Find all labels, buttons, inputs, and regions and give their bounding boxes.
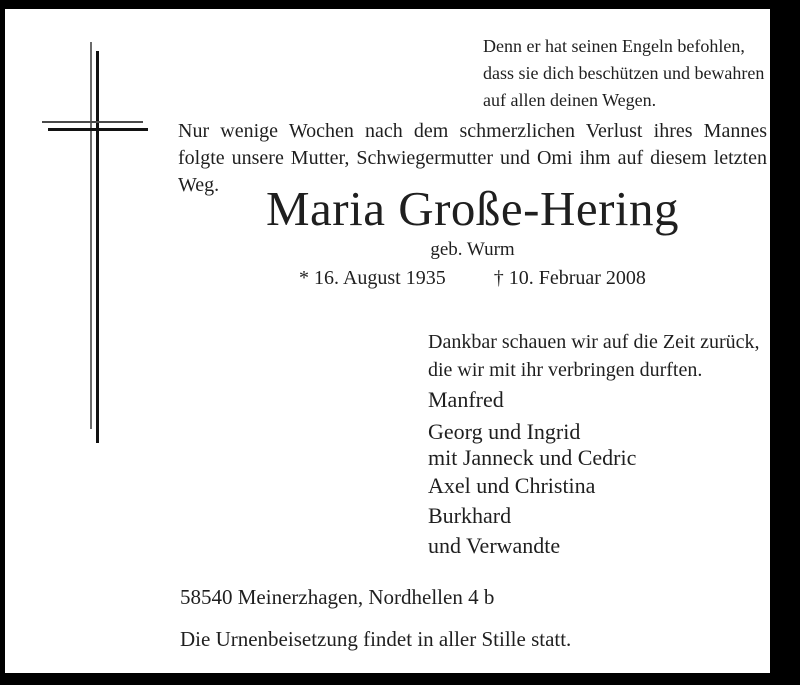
tribute-text (428, 328, 760, 384)
life-dates (178, 267, 767, 289)
deceased-name: Maria Große-Hering (265, 181, 680, 236)
birth-date: * 16. August 1935 (299, 267, 446, 289)
scripture-quote-line: Denn er hat seinen Engeln befohlen, (483, 36, 745, 56)
scripture-quote-line: auf allen deinen Wegen. (483, 90, 657, 110)
cross-vertical-dark-line (96, 51, 99, 443)
mourner-name: Burkhard (428, 503, 512, 528)
mourner-name: Manfred (428, 387, 504, 412)
cross-horizontal-light-line (42, 121, 143, 123)
mourners-list (428, 387, 636, 559)
tribute-text-line: Dankbar schauen wir auf die Zeit zurück, (428, 331, 760, 353)
intro-paragraph-line: Nur wenige Wochen nach dem schmerzlichen Verlust ihres Mannes (178, 120, 767, 142)
scripture-quote-line: dass sie dich beschützen und bewahren (483, 63, 765, 83)
deceased-birth-name: geb. Wurm (430, 239, 515, 260)
cross-vertical-light-line (90, 42, 92, 429)
intro-paragraph-line: Weg. (178, 174, 220, 196)
tribute-text-line: die wir mit ihr verbringen durften. (428, 359, 703, 381)
mourner-name: Georg und Ingrid (428, 419, 581, 444)
death-date: † 10. Februar 2008 (493, 267, 646, 289)
intro-paragraph-line: folgte unsere Mutter, Schwiegermutter und Omi ihm auf diesem letzten (178, 147, 767, 169)
mourner-name: Axel und Christina (428, 473, 596, 498)
closing-line: Die Urnenbeisetzung findet in aller Stille statt. (180, 627, 572, 651)
cross-horizontal-dark-line (48, 128, 148, 131)
mourner-name: mit Janneck und Cedric (428, 445, 637, 470)
mourner-name: und Verwandte (428, 533, 561, 558)
address-line: 58540 Meinerzhagen, Nordhellen 4 b (180, 585, 495, 609)
scripture-quote (483, 33, 764, 114)
